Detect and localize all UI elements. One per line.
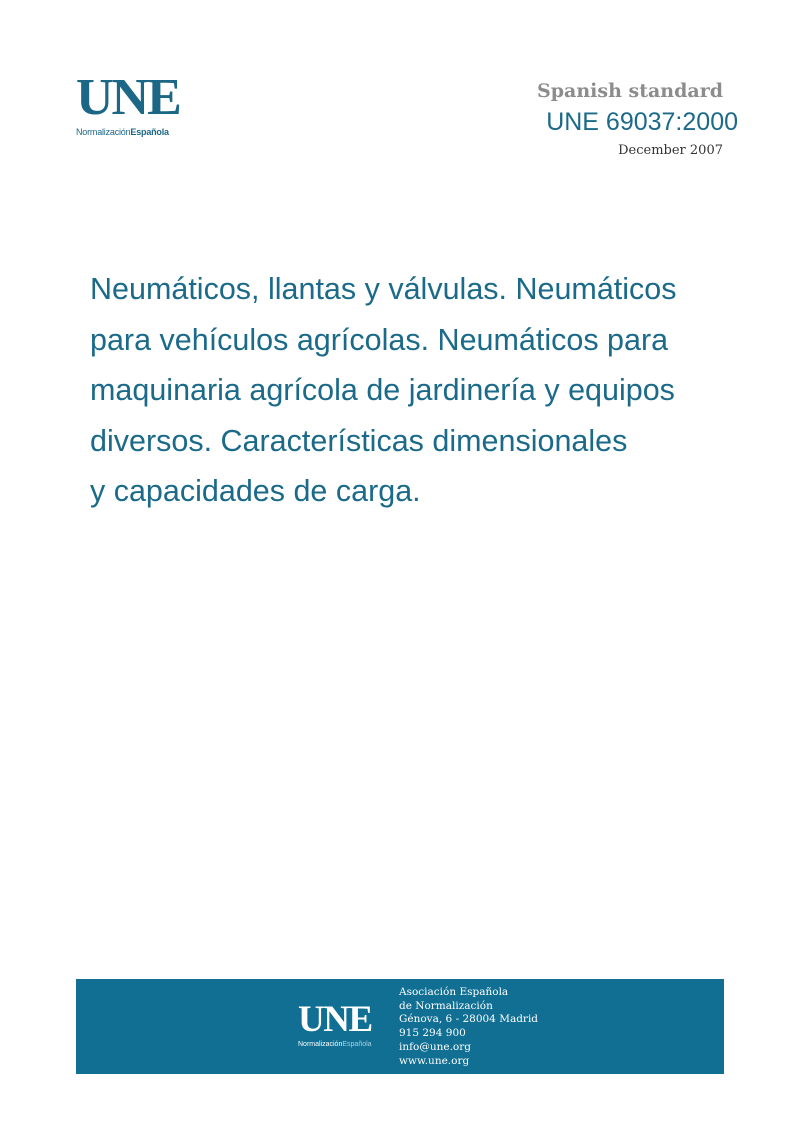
title-line: para vehículos agrícolas. Neumáticos para: [90, 322, 669, 357]
organization-name-line-2: de Normalización: [399, 999, 493, 1012]
une-logo-tagline: [76, 127, 196, 137]
footer-tagline-part-2: Española: [342, 1041, 372, 1048]
standard-code: UNE 69037:2000: [546, 108, 738, 136]
footer-logo-tagline: [298, 1041, 388, 1048]
footer-tagline-part-1: Normalización: [298, 1041, 343, 1048]
website-link[interactable]: www.une.org: [399, 1054, 470, 1067]
contact-info: [399, 986, 538, 1068]
title-line: maquinaria agrícola de jardinería y equipos: [90, 373, 675, 407]
title-line: diversos. Características dimensionales: [90, 423, 628, 458]
footer-logo-mark: UNE: [298, 999, 372, 1040]
standard-label: Spanish standard: [537, 80, 723, 102]
phone-number: 915 294 900: [399, 1027, 466, 1040]
document-title: [90, 264, 730, 517]
title-line: Neumáticos, llantas y válvulas. Neumáticos: [90, 272, 677, 306]
footer-une-logo: [298, 999, 388, 1048]
address: Génova, 6 - 28004 Madrid: [399, 1013, 539, 1026]
organization-name: Asociación Española: [399, 986, 509, 998]
tagline-part-1: Normalización: [76, 127, 131, 137]
une-logo: [76, 69, 196, 137]
footer-banner: [76, 979, 724, 1074]
email-link[interactable]: info@une.org: [399, 1040, 471, 1053]
publication-date: December 2007: [618, 143, 723, 158]
title-line: y capacidades de carga.: [90, 474, 421, 508]
une-logo-mark: UNE: [76, 69, 180, 126]
tagline-part-2: Española: [130, 127, 169, 137]
